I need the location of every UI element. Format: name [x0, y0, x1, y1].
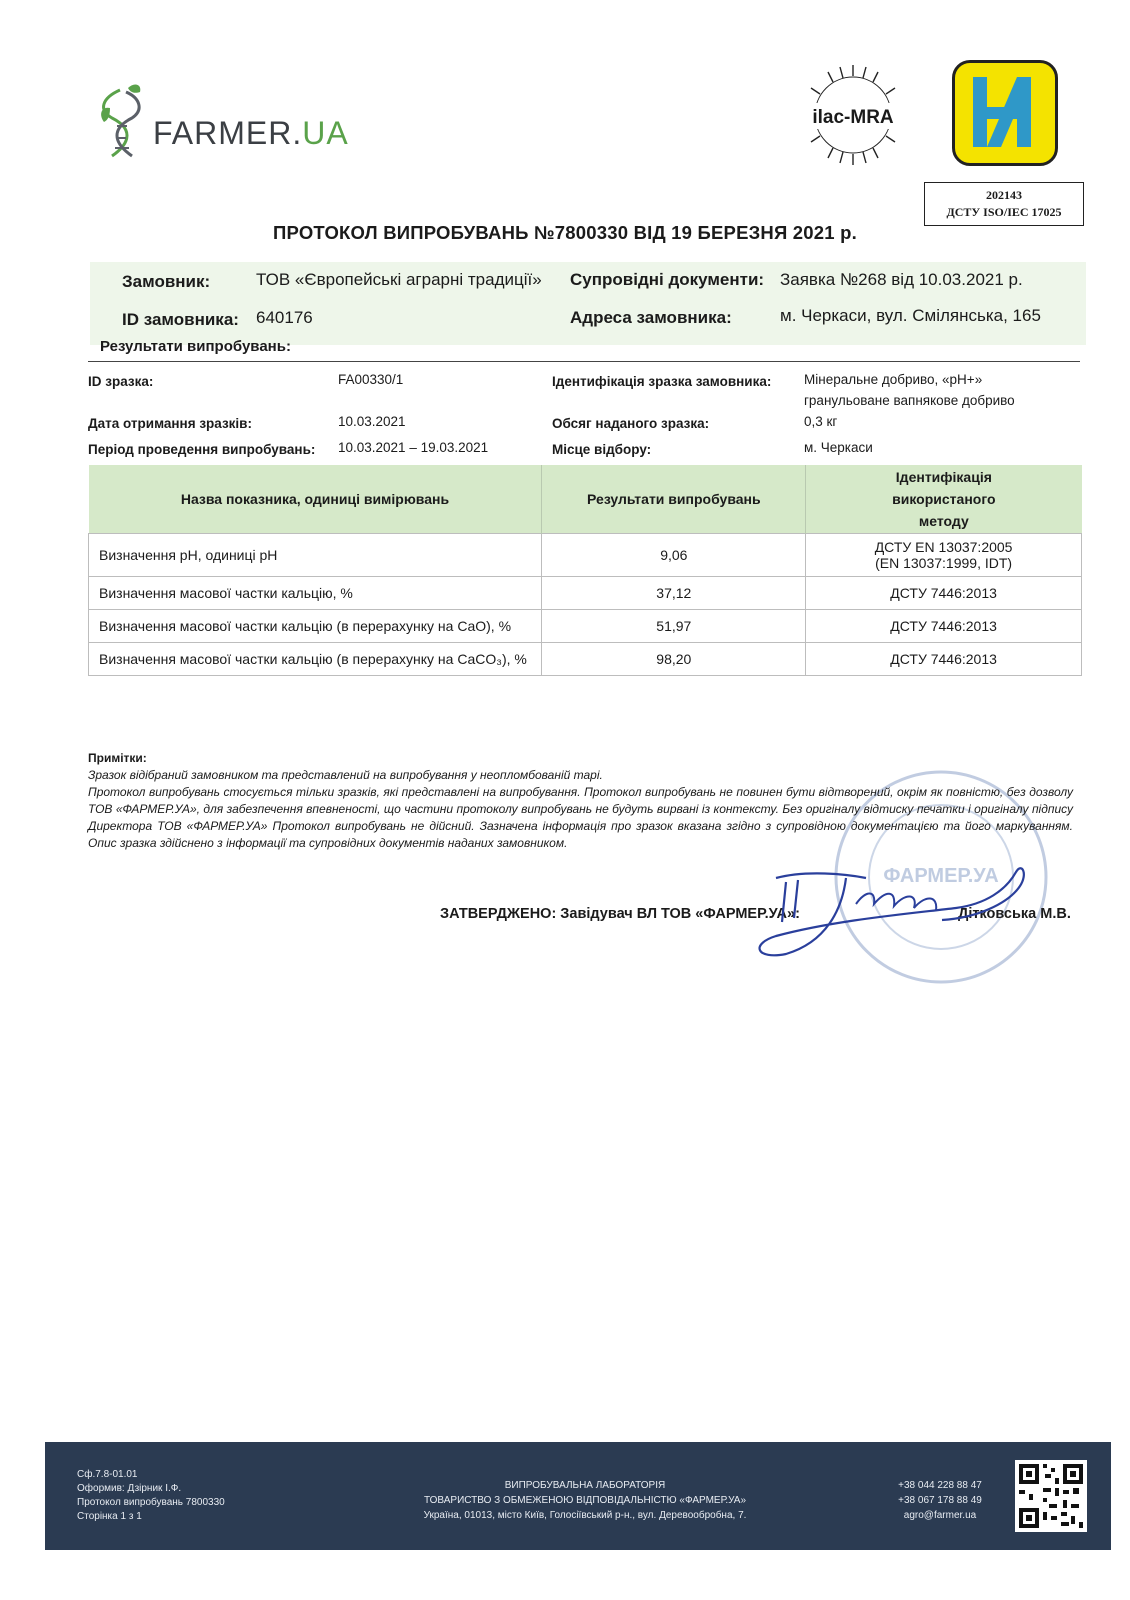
- footer-email: agro@farmer.ua: [903, 1510, 977, 1521]
- footer-contacts: [865, 1478, 1015, 1523]
- table-row: [89, 534, 1082, 577]
- column-header-result: Результати випробувань: [542, 465, 806, 534]
- sample-identification-label: Ідентифікація зразка замовника:: [552, 374, 772, 389]
- result-cell: 98,20: [542, 643, 806, 676]
- sample-identification-value-line1: Мінеральне добриво, «pH+»: [804, 372, 983, 387]
- document-title: ПРОТОКОЛ ВИПРОБУВАНЬ №7800330 ВІД 19 БЕРЕЗНЯ 2021 р.: [273, 222, 857, 243]
- result-cell: 51,97: [542, 610, 806, 643]
- approver-name: Дітковська М.В.: [958, 906, 1071, 922]
- divider: [88, 361, 1080, 362]
- indicator-cell: Визначення pH, одиниці pH: [89, 534, 542, 577]
- customer-id-value: 640176: [256, 308, 313, 327]
- footer-document-info: Сф.7.8-01.01 Оформив: Дзірник І.Ф. Протокол випробувань 7800330 Сторінка 1 з 1: [77, 1469, 225, 1522]
- method-cell: ДСТУ 7446:2013: [806, 577, 1082, 610]
- indicator-cell: Визначення масової частки кальцію (в перерахунку на CaCO₃), %: [89, 643, 542, 676]
- sampling-place-value: м. Черкаси: [804, 440, 873, 455]
- notes-heading: Примітки:: [88, 751, 147, 765]
- test-period-label: Період проведення випробувань:: [88, 442, 316, 457]
- brand-wordmark: FARMER.UA: [153, 115, 349, 151]
- page-footer: [45, 1442, 1111, 1550]
- notes-line: Протокол випробувань стосується тільки зразків, які представлені на випробування. Протокол випробувань не повинен бути відтворений, окрім як повністю, без дозволу ТОВ «ФАРМЕР.УА», для забезпечення впевненості, що частини протоколу випробувань не будуть вирвані із контексту. Без оригіналу відтиску печатки і оригіналу підпису Директора ТОВ «ФАРМЕР.УА» Протокол випробувань не дійсний. Зазначена інформація про зразок вказана згідно з супровідною документацією та його маркуванням. Опис зразка здійснено з інформації та супровідних документів наданих замовником.: [88, 785, 1073, 850]
- table-row: [89, 577, 1082, 610]
- notes-section: [88, 750, 1073, 852]
- accompanying-docs-label: Супровідні документи:: [570, 270, 765, 289]
- nabu-accreditation-logo: [952, 60, 1058, 166]
- footer-lab-info: ВИПРОБУВАЛЬНА ЛАБОРАТОРІЯ ТОВАРИСТВО З ОБМЕЖЕНОЮ ВІДПОВІДАЛЬНІСТЮ «ФАРМЕР.УА» Україна, 01013, місто Київ, Голосіївський р-н., вул. Деревообробна, 7.: [423, 1480, 747, 1521]
- sample-id-value: FA00330/1: [338, 372, 404, 387]
- signature: [746, 860, 1056, 970]
- indicator-cell: Визначення масової частки кальцію, %: [89, 577, 542, 610]
- customer-value: ТОВ «Європейські аграрні традиції»: [256, 270, 542, 289]
- qr-code-icon: [1015, 1460, 1087, 1532]
- received-date-label: Дата отримання зразків:: [88, 416, 252, 431]
- sampling-place-label: Місце відбору:: [552, 442, 652, 457]
- approval-label: ЗАТВЕРДЖЕНО: Завідувач ВЛ ТОВ «ФАРМЕР.УА»:: [440, 906, 800, 922]
- table-row: [89, 643, 1082, 676]
- method-cell: ДСТУ EN 13037:2005 (EN 13037:1999, IDT): [806, 534, 1082, 577]
- sample-id-label: ID зразка:: [88, 374, 154, 389]
- notes-line: Зразок відібраний замовником та представлений на випробування у неопломбованій тарі.: [88, 768, 603, 782]
- results-heading: Результати випробувань:: [100, 338, 291, 355]
- table-header-row: [89, 465, 1082, 534]
- footer-phone: +38 044 228 88 47: [898, 1480, 982, 1491]
- customer-id-label: ID замовника:: [122, 310, 239, 329]
- company-logo: [98, 82, 398, 162]
- accreditation-number: 202143: [986, 188, 1022, 202]
- ilac-mra-logo: [798, 60, 908, 170]
- received-date-value: 10.03.2021: [338, 414, 406, 429]
- customer-address-value: м. Черкаси, вул. Смілянська, 165: [780, 306, 1041, 325]
- svg-text:ФАРМЕР.УА: ФАРМЕР.УА: [883, 865, 999, 887]
- results-table: [88, 465, 1082, 676]
- accreditation-standard: ДСТУ ISO/IEC 17025: [946, 205, 1062, 219]
- indicator-cell: Визначення масової частки кальцію (в перерахунку на CaO), %: [89, 610, 542, 643]
- column-header-method: Ідентифікація використаного методу: [806, 465, 1082, 534]
- accreditation-badge: [924, 182, 1084, 226]
- footer-phone: +38 067 178 88 49: [898, 1495, 982, 1506]
- ilac-text: ilac-MRA: [812, 107, 894, 128]
- customer-label: Замовник:: [122, 272, 211, 291]
- accompanying-docs-value: Заявка №268 від 10.03.2021 р.: [780, 270, 1023, 289]
- test-period-value: 10.03.2021 – 19.03.2021: [338, 440, 489, 455]
- sample-volume-value: 0,3 кг: [804, 414, 838, 429]
- table-row: [89, 610, 1082, 643]
- customer-address-label: Адреса замовника:: [570, 308, 732, 327]
- dna-leaf-icon: [98, 82, 148, 162]
- method-cell: ДСТУ 7446:2013: [806, 643, 1082, 676]
- column-header-indicator: Назва показника, одиниці вимірювань: [89, 465, 542, 534]
- result-cell: 37,12: [542, 577, 806, 610]
- sample-identification-value-line2: гранульоване вапнякове добриво: [804, 393, 1015, 408]
- method-cell: ДСТУ 7446:2013: [806, 610, 1082, 643]
- result-cell: 9,06: [542, 534, 806, 577]
- sample-volume-label: Обсяг наданого зразка:: [552, 416, 710, 431]
